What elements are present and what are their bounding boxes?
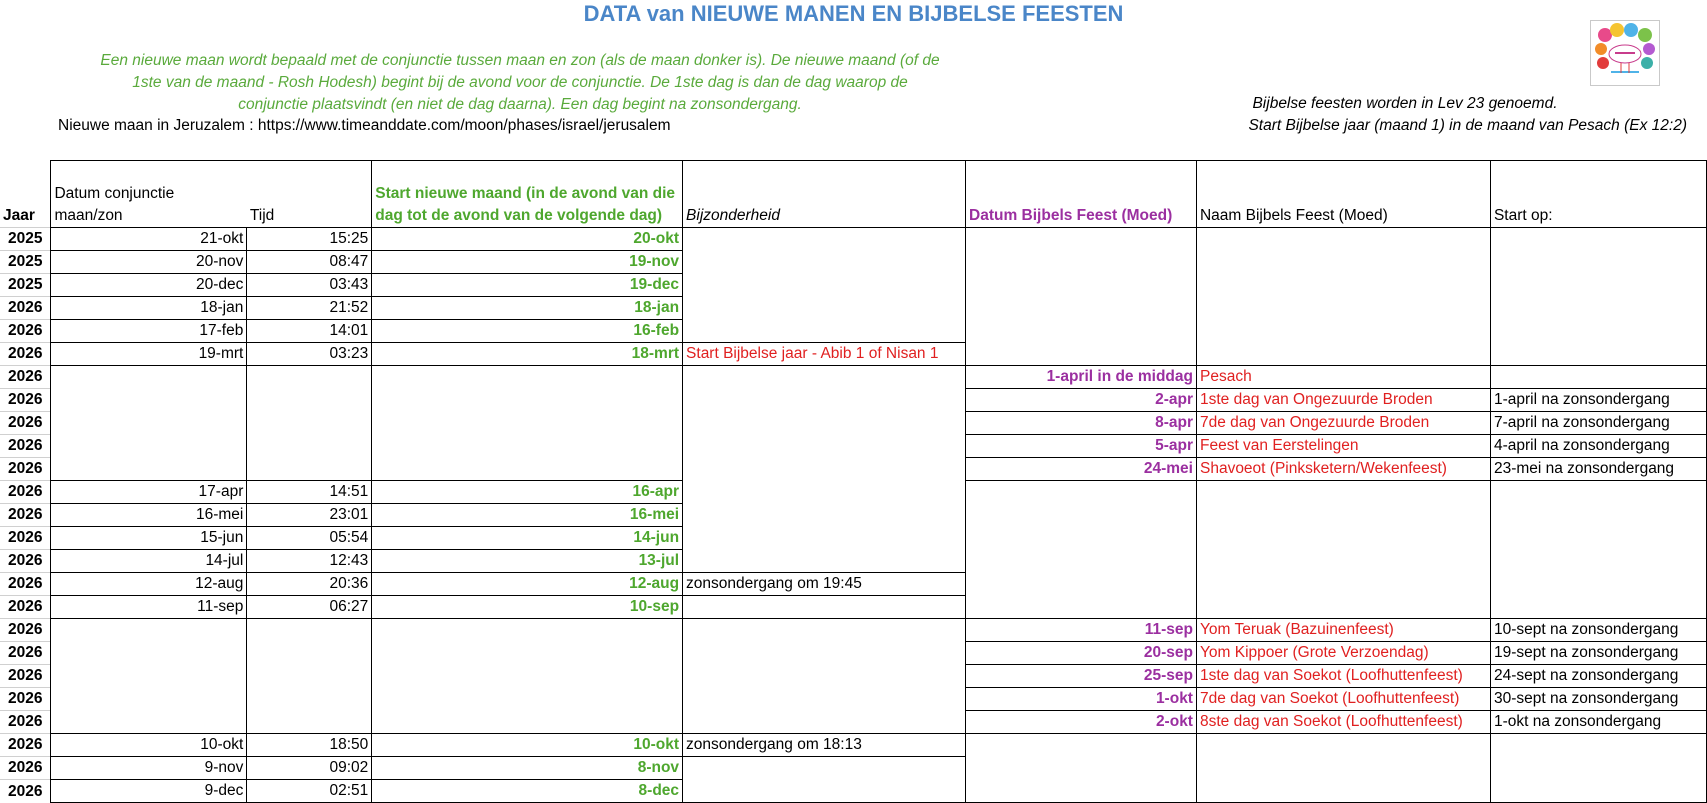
cell-bijzonderheid [683,688,966,711]
cell-feest-datum [966,596,1197,619]
table-row [0,550,1707,573]
cell-feest-start [1490,366,1706,389]
cell-feest-start: 19-sept na zonsondergang [1490,642,1706,665]
cell-jaar: 2026 [0,711,51,734]
table-header-row [0,161,1707,228]
cell-feest-naam [1196,297,1490,320]
cell-bijzonderheid [683,320,966,343]
cell-datum-conjunctie: 9-nov [51,757,247,780]
cell-datum-conjunctie: 16-mei [51,504,247,527]
table-row [0,297,1707,320]
cell-jaar: 2026 [0,573,51,596]
cell-tijd: 15:25 [247,228,372,251]
cell-start-maand [372,412,683,435]
cell-jaar: 2026 [0,366,51,389]
cell-start-maand: 14-jun [372,527,683,550]
cell-start-maand [372,389,683,412]
cell-feest-naam [1196,596,1490,619]
cell-bijzonderheid [683,711,966,734]
cell-bijzonderheid [683,458,966,481]
cell-feest-datum: 25-sep [966,665,1197,688]
cell-jaar: 2026 [0,642,51,665]
cell-tijd: 18:50 [247,734,372,757]
header-bijzonderheid: Bijzonderheid [683,161,966,228]
cell-jaar: 2026 [0,412,51,435]
right-note-2: Start Bijbelse jaar (maand 1) in de maand van Pesach (Ex 12:2) [1248,117,1687,134]
cell-jaar: 2026 [0,343,51,366]
header-datum-feest: Datum Bijbels Feest (Moed) [966,161,1197,228]
cell-tijd [247,619,372,642]
cell-datum-conjunctie [51,711,247,734]
cell-feest-datum [966,734,1197,757]
cell-datum-conjunctie [51,642,247,665]
cell-feest-start [1490,343,1706,366]
cell-feest-start [1490,320,1706,343]
logo-image [1590,20,1660,86]
cell-start-maand: 8-nov [372,757,683,780]
cell-jaar: 2025 [0,228,51,251]
cell-feest-naam: 1ste dag van Ongezuurde Broden [1196,389,1490,412]
header-datum-conjunctie: Datum conjunctie maan/zon [51,161,247,228]
cell-start-maand: 18-mrt [372,343,683,366]
cell-datum-conjunctie: 20-dec [51,274,247,297]
cell-feest-naam: 7de dag van Ongezuurde Broden [1196,412,1490,435]
cell-feest-datum [966,481,1197,504]
cell-start-maand: 10-okt [372,734,683,757]
table-row [0,711,1707,734]
table-row [0,481,1707,504]
cell-feest-datum: 2-okt [966,711,1197,734]
cell-tijd: 09:02 [247,757,372,780]
cell-start-maand [372,688,683,711]
header-start-op: Start op: [1490,161,1706,228]
cell-tijd [247,665,372,688]
cell-start-maand: 16-apr [372,481,683,504]
cell-tijd: 03:23 [247,343,372,366]
cell-start-maand: 16-feb [372,320,683,343]
cell-feest-naam [1196,481,1490,504]
cell-feest-datum [966,573,1197,596]
cell-tijd [247,412,372,435]
cell-tijd: 06:27 [247,596,372,619]
cell-tijd: 05:54 [247,527,372,550]
cell-jaar: 2026 [0,665,51,688]
cell-feest-start [1490,734,1706,757]
cell-feest-naam [1196,274,1490,297]
table-row [0,642,1707,665]
cell-jaar: 2026 [0,780,51,803]
cell-bijzonderheid [683,642,966,665]
cell-datum-conjunctie: 9-dec [51,780,247,803]
cell-start-maand: 19-dec [372,274,683,297]
intro-line-1: Een nieuwe maan wordt bepaald met de conjunctie tussen maan en zon (als de maan donker is). De nieuwe maand (of de [100,52,940,69]
cell-feest-naam [1196,251,1490,274]
cell-feest-start [1490,251,1706,274]
cell-feest-datum: 1-okt [966,688,1197,711]
cell-feest-datum [966,343,1197,366]
cell-feest-start [1490,504,1706,527]
cell-feest-start: 1-april na zonsondergang [1490,389,1706,412]
cell-start-maand [372,711,683,734]
cell-tijd [247,389,372,412]
cell-datum-conjunctie [51,665,247,688]
cell-bijzonderheid [683,596,966,619]
cell-bijzonderheid [683,780,966,803]
cell-datum-conjunctie: 18-jan [51,297,247,320]
cell-feest-start [1490,757,1706,780]
table-row [0,734,1707,757]
cell-feest-datum [966,251,1197,274]
cell-feest-start [1490,550,1706,573]
cell-start-maand: 19-nov [372,251,683,274]
cell-bijzonderheid [683,366,966,389]
intro-line-3: conjunctie plaatsvindt (en niet de dag daarna). Een dag begint na zonsondergang. [238,96,802,113]
cell-feest-naam: 7de dag van Soekot (Loofhuttenfeest) [1196,688,1490,711]
cell-bijzonderheid [683,619,966,642]
cell-feest-start: 23-mei na zonsondergang [1490,458,1706,481]
cell-jaar: 2025 [0,251,51,274]
cell-bijzonderheid [683,550,966,573]
cell-tijd: 14:51 [247,481,372,504]
cell-bijzonderheid: Start Bijbelse jaar - Abib 1 of Nisan 1 [683,343,966,366]
cell-start-maand: 13-jul [372,550,683,573]
table-row [0,504,1707,527]
cell-feest-naam [1196,734,1490,757]
table-row [0,665,1707,688]
cell-feest-datum [966,297,1197,320]
cell-bijzonderheid [683,435,966,458]
cell-datum-conjunctie: 10-okt [51,734,247,757]
cell-feest-start [1490,297,1706,320]
cell-feest-datum: 20-sep [966,642,1197,665]
cell-jaar: 2026 [0,596,51,619]
cell-jaar: 2026 [0,481,51,504]
source-link-text: Nieuwe maan in Jeruzalem : https://www.timeanddate.com/moon/phases/israel/jerusalem [58,117,671,134]
cell-bijzonderheid [683,527,966,550]
cell-feest-start: 10-sept na zonsondergang [1490,619,1706,642]
table-row [0,527,1707,550]
cell-feest-datum: 8-apr [966,412,1197,435]
table-row [0,389,1707,412]
cell-datum-conjunctie: 17-apr [51,481,247,504]
cell-start-maand [372,435,683,458]
cell-feest-naam: Shavoeot (Pinksketern/Wekenfeest) [1196,458,1490,481]
cell-datum-conjunctie: 17-feb [51,320,247,343]
cell-tijd [247,642,372,665]
cell-tijd: 14:01 [247,320,372,343]
cell-feest-start: 24-sept na zonsondergang [1490,665,1706,688]
cell-feest-datum [966,757,1197,780]
cell-bijzonderheid: zonsondergang om 19:45 [683,573,966,596]
table-row [0,688,1707,711]
cell-tijd: 12:43 [247,550,372,573]
intro-line-2: 1ste van de maand - Rosh Hodesh) begint bij de avond voor de conjunctie. De 1ste dag is dan de dag waarop de [132,74,908,91]
cell-feest-start [1490,573,1706,596]
cell-tijd: 08:47 [247,251,372,274]
cell-tijd [247,711,372,734]
cell-feest-datum [966,274,1197,297]
cell-bijzonderheid [683,412,966,435]
table-row [0,251,1707,274]
cell-feest-start: 7-april na zonsondergang [1490,412,1706,435]
cell-tijd: 23:01 [247,504,372,527]
cell-jaar: 2026 [0,297,51,320]
header-tijd: Tijd [247,161,372,228]
cell-jaar: 2026 [0,688,51,711]
cell-feest-datum [966,550,1197,573]
cell-datum-conjunctie: 21-okt [51,228,247,251]
cell-feest-start: 1-okt na zonsondergang [1490,711,1706,734]
right-note-1: Bijbelse feesten worden in Lev 23 genoemd. [1252,95,1558,112]
cell-jaar: 2026 [0,320,51,343]
cell-tijd [247,435,372,458]
cell-feest-datum: 5-apr [966,435,1197,458]
cell-bijzonderheid [683,504,966,527]
cell-feest-naam [1196,780,1490,803]
cell-feest-start: 4-april na zonsondergang [1490,435,1706,458]
cell-feest-naam [1196,550,1490,573]
cell-feest-datum [966,527,1197,550]
cell-feest-naam: Yom Teruak (Bazuinenfeest) [1196,619,1490,642]
cell-jaar: 2026 [0,527,51,550]
cell-start-maand: 20-okt [372,228,683,251]
cell-jaar: 2026 [0,389,51,412]
cell-datum-conjunctie: 19-mrt [51,343,247,366]
cell-feest-datum [966,320,1197,343]
table-row [0,228,1707,251]
table-row [0,573,1707,596]
cell-jaar: 2026 [0,435,51,458]
cell-tijd [247,366,372,389]
cell-feest-naam: 1ste dag van Soekot (Loofhuttenfeest) [1196,665,1490,688]
cell-feest-naam [1196,757,1490,780]
cell-feest-naam [1196,527,1490,550]
moons-feasts-table [0,160,1707,803]
cell-feest-naam [1196,573,1490,596]
cell-bijzonderheid [683,251,966,274]
cell-datum-conjunctie [51,688,247,711]
cell-jaar: 2026 [0,734,51,757]
cell-datum-conjunctie: 15-jun [51,527,247,550]
cell-jaar: 2026 [0,757,51,780]
table-row [0,343,1707,366]
cell-feest-datum: 11-sep [966,619,1197,642]
table-row [0,412,1707,435]
cell-datum-conjunctie [51,619,247,642]
cell-jaar: 2026 [0,619,51,642]
table-row [0,320,1707,343]
table-row [0,596,1707,619]
intro-text [40,50,1000,116]
cell-datum-conjunctie [51,412,247,435]
cell-tijd: 03:43 [247,274,372,297]
cell-start-maand: 10-sep [372,596,683,619]
cell-feest-datum: 24-mei [966,458,1197,481]
cell-start-maand: 18-jan [372,297,683,320]
table-row [0,366,1707,389]
cell-feest-datum [966,504,1197,527]
cell-tijd [247,458,372,481]
cell-datum-conjunctie: 11-sep [51,596,247,619]
cell-jaar: 2026 [0,504,51,527]
cell-bijzonderheid [683,481,966,504]
cell-start-maand [372,665,683,688]
cell-datum-conjunctie [51,389,247,412]
cell-feest-start [1490,780,1706,803]
cell-tijd: 02:51 [247,780,372,803]
cell-feest-start [1490,481,1706,504]
cell-bijzonderheid [683,228,966,251]
cell-feest-naam [1196,343,1490,366]
cell-start-maand: 8-dec [372,780,683,803]
cell-datum-conjunctie: 12-aug [51,573,247,596]
cell-feest-datum: 2-apr [966,389,1197,412]
cell-feest-datum [966,780,1197,803]
header-start-nieuwe-maand: Start nieuwe maand (in de avond van die dag tot de avond van de volgende dag) [372,161,683,228]
header-naam-feest: Naam Bijbels Feest (Moed) [1196,161,1490,228]
cell-datum-conjunctie [51,435,247,458]
cell-feest-naam [1196,504,1490,527]
cell-start-maand [372,642,683,665]
cell-bijzonderheid [683,665,966,688]
cell-tijd: 21:52 [247,297,372,320]
cell-feest-datum [966,228,1197,251]
cell-feest-start [1490,274,1706,297]
balloons-logo-icon [1591,21,1659,85]
table-row [0,619,1707,642]
cell-bijzonderheid: zonsondergang om 18:13 [683,734,966,757]
cell-feest-naam: 8ste dag van Soekot (Loofhuttenfeest) [1196,711,1490,734]
cell-feest-naam: Yom Kippoer (Grote Verzoendag) [1196,642,1490,665]
page-title: DATA van NIEUWE MANEN EN BIJBELSE FEESTEN [583,1,1124,26]
cell-feest-start [1490,228,1706,251]
cell-datum-conjunctie [51,366,247,389]
cell-feest-start: 30-sept na zonsondergang [1490,688,1706,711]
table-row [0,458,1707,481]
cell-start-maand: 16-mei [372,504,683,527]
cell-datum-conjunctie: 20-nov [51,251,247,274]
cell-tijd [247,688,372,711]
cell-datum-conjunctie [51,458,247,481]
cell-feest-start [1490,527,1706,550]
table-row [0,757,1707,780]
cell-feest-start [1490,596,1706,619]
cell-feest-naam [1196,228,1490,251]
cell-bijzonderheid [683,757,966,780]
cell-feest-naam [1196,320,1490,343]
cell-datum-conjunctie: 14-jul [51,550,247,573]
table-row [0,780,1707,803]
cell-jaar: 2025 [0,274,51,297]
cell-feest-datum: 1-april in de middag [966,366,1197,389]
table-row [0,274,1707,297]
cell-jaar: 2026 [0,550,51,573]
cell-jaar: 2026 [0,458,51,481]
cell-start-maand [372,458,683,481]
cell-start-maand [372,619,683,642]
table-row [0,435,1707,458]
cell-feest-naam: Feest van Eerstelingen [1196,435,1490,458]
header-jaar: Jaar [3,207,35,224]
cell-feest-naam: Pesach [1196,366,1490,389]
cell-bijzonderheid [683,389,966,412]
cell-start-maand: 12-aug [372,573,683,596]
cell-start-maand [372,366,683,389]
cell-bijzonderheid [683,297,966,320]
cell-tijd: 20:36 [247,573,372,596]
cell-bijzonderheid [683,274,966,297]
